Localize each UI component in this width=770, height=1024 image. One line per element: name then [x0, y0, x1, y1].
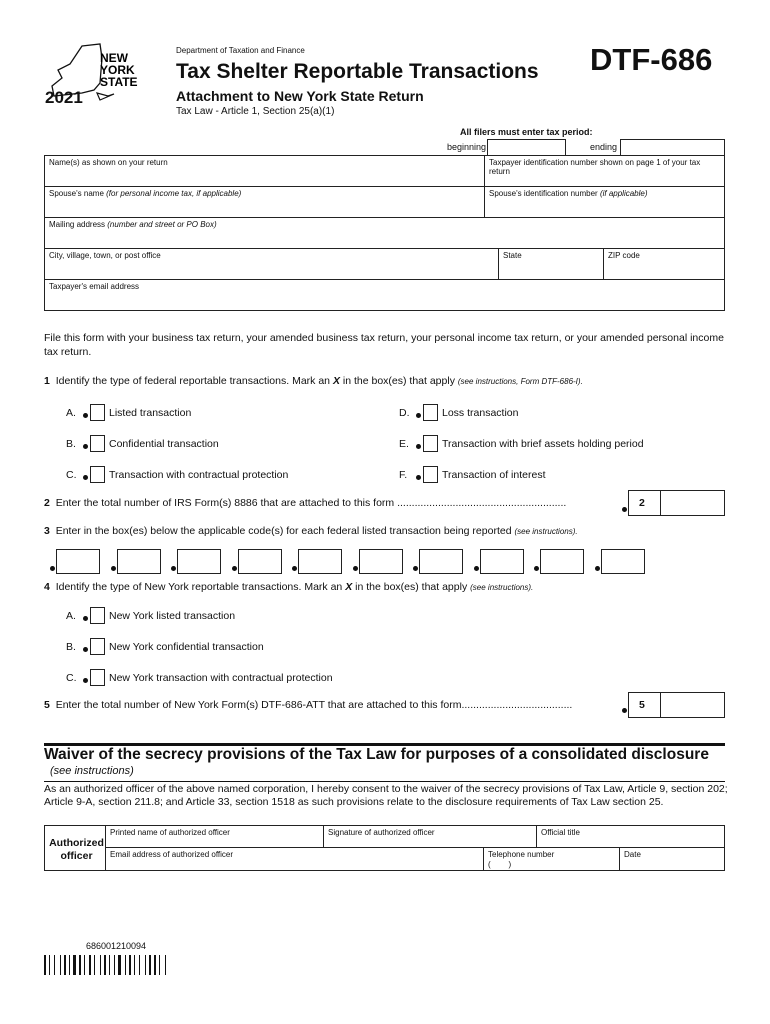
- officer-label: [49, 837, 104, 863]
- q5-text: Enter the total number of New York Form(s) DTF-686-ATT that are attached to this form......................................: [55, 699, 573, 711]
- city-label: City, village, town, or post office: [49, 251, 161, 260]
- spouse-name-label: Spouse's name: [49, 189, 104, 198]
- transaction-code-input[interactable]: [298, 549, 342, 574]
- barcode-bar: [54, 955, 55, 975]
- date-label: Date: [624, 850, 641, 859]
- question-5: [44, 699, 572, 711]
- q1-x: X: [332, 375, 340, 387]
- bullet-icon: [232, 566, 237, 571]
- bullet-icon: [111, 566, 116, 571]
- transaction-code-input[interactable]: [56, 549, 100, 574]
- q2-line-number: 2: [639, 497, 645, 509]
- q1-item: [66, 469, 289, 481]
- q5-line-number: 5: [639, 699, 645, 711]
- transaction-code-input[interactable]: [359, 549, 403, 574]
- officer-email-label: Email address of authorized officer: [110, 850, 234, 859]
- q3-number: 3: [44, 525, 50, 537]
- q4-text: Identify the type of New York reportable transactions. Mark an: [55, 581, 343, 593]
- bullet-icon: [292, 566, 297, 571]
- barcode-bar: [118, 955, 121, 975]
- state-field[interactable]: [498, 248, 604, 280]
- item-letter: A.: [66, 407, 76, 419]
- svg-text:STATE: STATE: [100, 75, 138, 89]
- official-title-field[interactable]: [536, 825, 725, 848]
- tin-field[interactable]: [484, 155, 725, 187]
- officer-email-field[interactable]: [105, 847, 484, 871]
- officer-label-1: Authorized: [49, 837, 104, 849]
- barcode-bar: [149, 955, 151, 975]
- barcode-bar: [49, 955, 50, 975]
- item-label: Listed transaction: [109, 407, 192, 419]
- department: Department of Taxation and Finance: [176, 46, 305, 55]
- mailing-label: Mailing address: [49, 220, 106, 229]
- item-label: Confidential transaction: [109, 438, 219, 450]
- officer-label-2: officer: [60, 850, 93, 862]
- telephone-label: Telephone number: [488, 850, 555, 859]
- q4-item: [66, 610, 236, 622]
- barcode-bar: [89, 955, 91, 975]
- barcode-bar: [165, 955, 166, 975]
- barcode-number: 686001210094: [86, 941, 147, 951]
- barcode-bar: [104, 955, 106, 975]
- intro-text: File this form with your business tax return, your amended business tax return, your personal income tax return, or your amended personal income tax return.: [44, 332, 724, 358]
- q1-text: Identify the type of federal reportable transactions. Mark an: [55, 375, 331, 387]
- item-letter: D.: [399, 407, 410, 419]
- q4-x: X: [345, 581, 353, 593]
- question-1: [44, 375, 583, 387]
- item-letter: E.: [399, 438, 409, 450]
- logo-text: NEW: [100, 51, 128, 65]
- barcode-bar: [64, 955, 66, 975]
- transaction-code-input[interactable]: [480, 549, 524, 574]
- barcode-bar: [94, 955, 95, 975]
- barcode-bar: [129, 955, 131, 975]
- barcode-bar: [69, 955, 70, 975]
- item-label: Transaction with contractual protection: [109, 469, 289, 481]
- transaction-code-input[interactable]: [117, 549, 161, 574]
- transaction-code-input[interactable]: [238, 549, 282, 574]
- tin-label: Taxpayer identification number shown on page 1 of your tax return: [489, 158, 701, 176]
- name-field[interactable]: [44, 155, 485, 187]
- svg-text:YORK: YORK: [100, 63, 135, 77]
- period-beginning-input[interactable]: [487, 139, 566, 156]
- transaction-code-input[interactable]: [540, 549, 584, 574]
- barcode-bar: [79, 955, 81, 975]
- q4-item: [66, 641, 264, 653]
- q5-number: 5: [44, 699, 50, 711]
- q4-note: (see instructions).: [470, 583, 534, 592]
- checkbox[interactable]: [90, 638, 105, 655]
- bullet-icon: [413, 566, 418, 571]
- item-label: New York confidential transaction: [109, 641, 264, 653]
- checkbox[interactable]: [423, 404, 438, 421]
- bullet-icon: [83, 475, 88, 480]
- form-title: Tax Shelter Reportable Transactions: [176, 60, 539, 83]
- q2-input[interactable]: [628, 490, 725, 516]
- q1-item: [66, 438, 219, 450]
- email-field[interactable]: [44, 279, 725, 311]
- barcode: [44, 955, 194, 975]
- bullet-icon: [50, 566, 55, 571]
- waiver-note: (see instructions): [50, 765, 134, 777]
- q4-item: [66, 672, 333, 684]
- bullet-icon: [416, 413, 421, 418]
- barcode-bar: [84, 955, 85, 975]
- q1-note: (see instructions, Form DTF-686-I).: [457, 377, 583, 386]
- item-letter: C.: [66, 469, 77, 481]
- beginning-label: beginning: [447, 142, 487, 152]
- spouse-name-note: (for personal income tax, if applicable): [106, 189, 242, 198]
- bullet-icon: [595, 566, 600, 571]
- spouse-id-label: Spouse's identification number: [489, 189, 598, 198]
- transaction-code-input[interactable]: [419, 549, 463, 574]
- form-year: 2021: [45, 88, 83, 107]
- q1-item: [399, 469, 546, 481]
- checkbox[interactable]: [423, 466, 438, 483]
- barcode-bar: [109, 955, 110, 975]
- email-label: Taxpayer's email address: [49, 282, 140, 291]
- transaction-code-input[interactable]: [177, 549, 221, 574]
- bullet-icon: [83, 413, 88, 418]
- question-4: [44, 581, 533, 593]
- q1-text2: in the box(es) that apply: [342, 375, 455, 387]
- state-label: State: [503, 251, 522, 260]
- barcode-bar: [60, 955, 61, 975]
- barcode-bar: [159, 955, 160, 975]
- barcode-bar: [139, 955, 140, 975]
- bullet-icon: [83, 647, 88, 652]
- item-label: New York transaction with contractual protection: [109, 672, 333, 684]
- telephone-parens: ( ): [488, 860, 512, 869]
- q1-item: [399, 407, 519, 419]
- bullet-icon: [83, 444, 88, 449]
- spouse-name-field[interactable]: [44, 186, 485, 218]
- printed-name-label: Printed name of authorized officer: [110, 828, 230, 837]
- tax-law-reference: Tax Law - Article 1, Section 25(a)(1): [176, 106, 335, 117]
- spouse-id-note: (if applicable): [599, 189, 648, 198]
- form-subtitle: Attachment to New York State Return: [176, 88, 424, 104]
- bullet-icon: [474, 566, 479, 571]
- question-2: [44, 497, 566, 509]
- barcode-bar: [44, 955, 46, 975]
- zip-field[interactable]: [603, 248, 725, 280]
- mailing-note: (number and street or PO Box): [107, 220, 217, 229]
- ending-label: ending: [590, 142, 618, 152]
- q1-item: [399, 438, 644, 450]
- checkbox[interactable]: [90, 435, 105, 452]
- transaction-code-input[interactable]: [601, 549, 645, 574]
- barcode-bar: [73, 955, 76, 975]
- signature-label: Signature of authorized officer: [328, 828, 435, 837]
- item-letter: B.: [66, 641, 76, 653]
- divider: [44, 781, 725, 782]
- barcode-bar: [114, 955, 115, 975]
- bullet-icon: [83, 678, 88, 683]
- signature-field[interactable]: [323, 825, 537, 848]
- name-label: Name(s) as shown on your return: [49, 158, 168, 167]
- q2-number: 2: [44, 497, 50, 509]
- item-label: Transaction of interest: [442, 469, 546, 481]
- printed-name-field[interactable]: [105, 825, 324, 848]
- barcode-bar: [125, 955, 126, 975]
- checkbox[interactable]: [90, 669, 105, 686]
- q3-text: Enter in the box(es) below the applicable code(s) for each federal listed transaction being reported: [55, 525, 512, 537]
- waiver-text: As an authorized officer of the above named corporation, I hereby consent to the waiver of the secrecy provisions of Tax Law, Article 9, section 202; Article 9-A, section 211.8; and Article 33, section 1518 as such provisions relate to the disclosure requirements of Tax Law section 25.: [44, 783, 728, 808]
- item-letter: F.: [399, 469, 408, 481]
- q4-text2: in the box(es) that apply: [355, 581, 468, 593]
- q1-number: 1: [44, 375, 50, 387]
- barcode-bar: [154, 955, 156, 975]
- tax-period-heading: All filers must enter tax period:: [460, 127, 593, 137]
- official-title-label: Official title: [541, 828, 580, 837]
- checkbox[interactable]: [90, 466, 105, 483]
- bullet-icon: [622, 507, 627, 512]
- barcode-bar: [100, 955, 101, 975]
- item-label: Transaction with brief assets holding period: [442, 438, 644, 450]
- checkbox[interactable]: [90, 607, 105, 624]
- item-letter: A.: [66, 610, 76, 622]
- bullet-icon: [622, 708, 627, 713]
- item-label: New York listed transaction: [109, 610, 236, 622]
- item-letter: C.: [66, 672, 77, 684]
- bullet-icon: [83, 616, 88, 621]
- q3-note: (see instructions).: [514, 527, 578, 536]
- bullet-icon: [416, 475, 421, 480]
- city-field[interactable]: [44, 248, 499, 280]
- q2-text: Enter the total number of IRS Form(s) 8886 that are attached to this form ..........................................................: [55, 497, 567, 509]
- waiver-title: Waiver of the secrecy provisions of the Tax Law for purposes of a consolidated disclosure: [44, 746, 709, 763]
- zip-label: ZIP code: [608, 251, 640, 260]
- checkbox[interactable]: [423, 435, 438, 452]
- q4-number: 4: [44, 581, 50, 593]
- item-label: Loss transaction: [442, 407, 519, 419]
- checkbox[interactable]: [90, 404, 105, 421]
- telephone-field[interactable]: [483, 847, 620, 871]
- bullet-icon: [416, 444, 421, 449]
- barcode-bar: [134, 955, 135, 975]
- barcode-bar: [145, 955, 146, 975]
- mailing-address-field[interactable]: [44, 217, 725, 249]
- bullet-icon: [353, 566, 358, 571]
- spouse-id-field[interactable]: [484, 186, 725, 218]
- bullet-icon: [171, 566, 176, 571]
- period-ending-input[interactable]: [620, 139, 725, 156]
- bullet-icon: [534, 566, 539, 571]
- q1-item: [66, 407, 192, 419]
- question-3: [44, 525, 578, 537]
- form-number: DTF-686: [590, 42, 713, 77]
- q5-input[interactable]: [628, 692, 725, 718]
- date-field[interactable]: [619, 847, 725, 871]
- item-letter: B.: [66, 438, 76, 450]
